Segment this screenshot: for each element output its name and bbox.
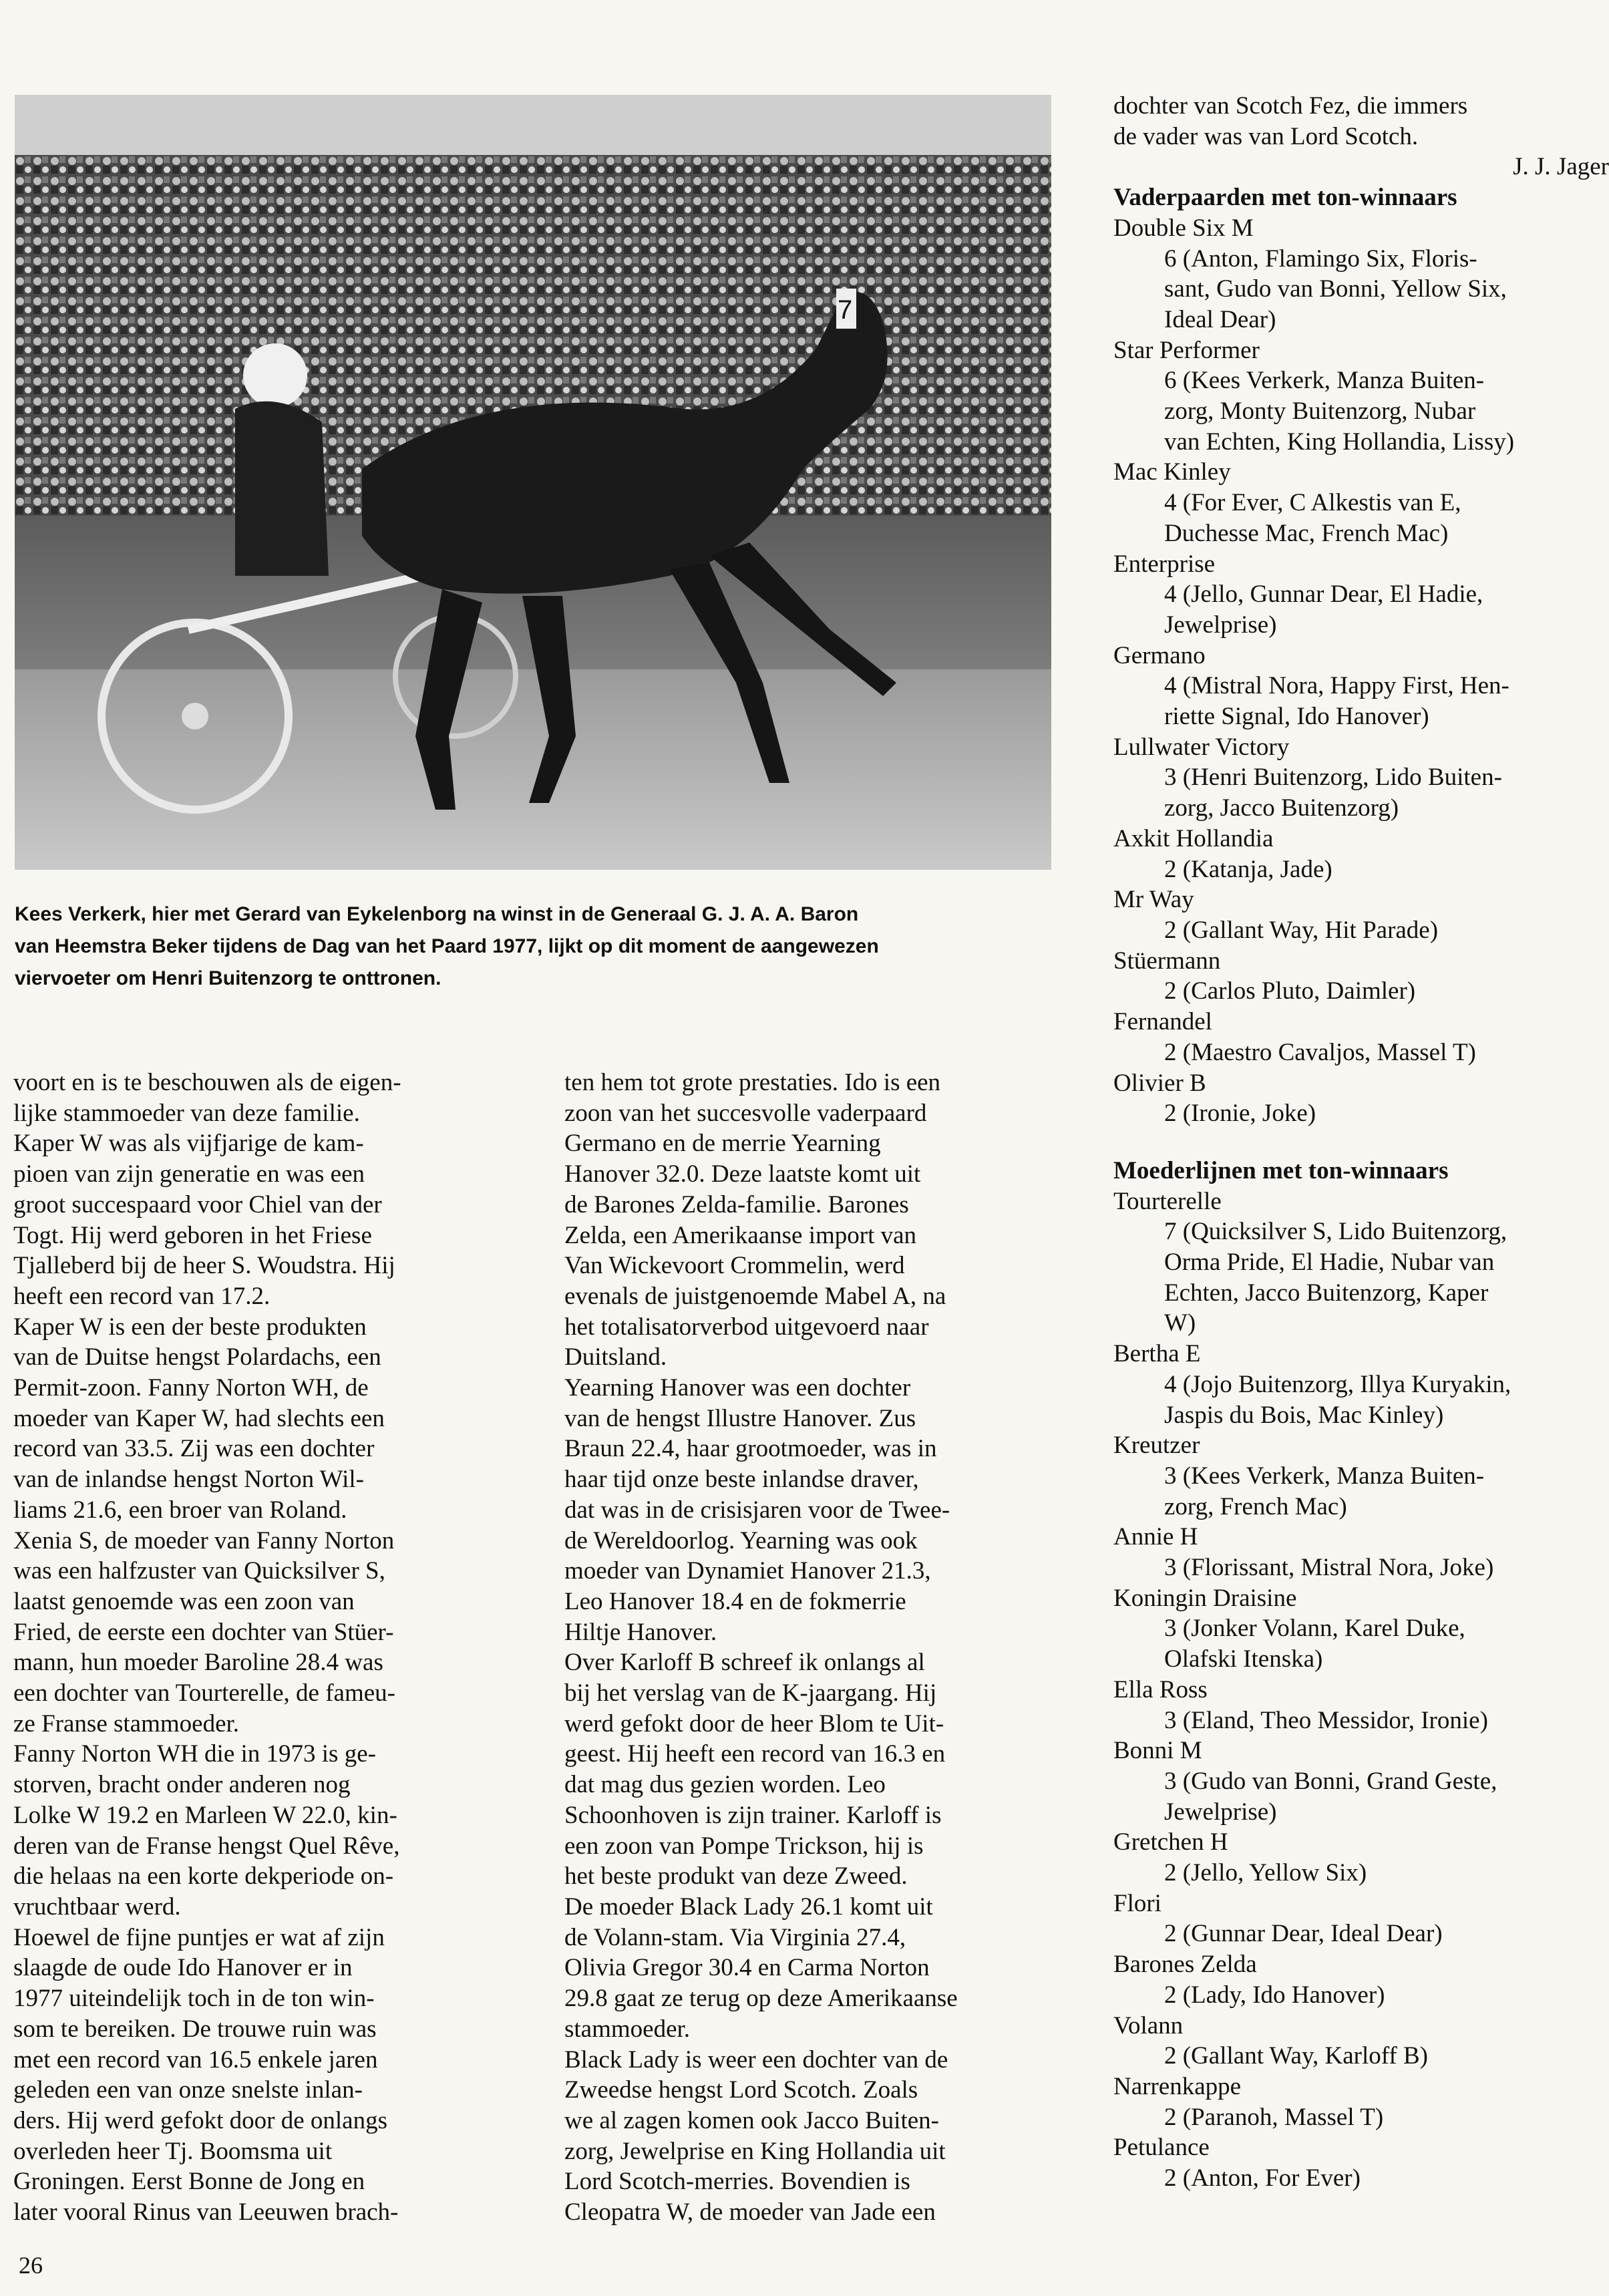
dam-line-detail: 2 (Gunnar Dear, Ideal Dear) xyxy=(1164,1920,1443,1948)
sire-detail: 2 (Gallant Way, Hit Parade) xyxy=(1164,916,1439,944)
sire-name: Olivier B xyxy=(1113,1069,1206,1097)
article-line: storven, bracht onder anderen nog xyxy=(13,1771,351,1799)
dam-line-name: Koningin Draisine xyxy=(1113,1584,1297,1612)
article-line: we al zagen komen ook Jacco Buiten- xyxy=(564,2106,939,2134)
vaderpaarden-heading: Vaderpaarden met ton-winnaars xyxy=(1113,184,1457,212)
sire-name: Mr Way xyxy=(1113,886,1194,914)
sire-name: Axkit Hollandia xyxy=(1113,824,1274,852)
dam-line-detail: Echten, Jacco Buitenzorg, Kaper xyxy=(1164,1279,1489,1307)
article-line: laatst genoemde was een zoon van xyxy=(13,1587,355,1615)
dam-line-name: Petulance xyxy=(1113,2134,1210,2162)
dam-line-name: Bonni M xyxy=(1113,1737,1202,1765)
svg-text:7: 7 xyxy=(838,295,853,325)
article-line: Duitsland. xyxy=(564,1343,667,1371)
article-line: voort en is te beschouwen als de eigen- xyxy=(13,1069,401,1096)
article-line: som te bereiken. De trouwe ruin was xyxy=(13,2015,377,2043)
article-line: Cleopatra W, de moeder van Jade een xyxy=(564,2198,936,2227)
dam-line-name: Gretchen H xyxy=(1113,1828,1228,1856)
dam-line-name: Bertha E xyxy=(1113,1340,1201,1368)
article-line: Black Lady is weer een dochter van de xyxy=(564,2045,948,2074)
article-line: Fried, de eerste een dochter van Stüer- xyxy=(13,1618,394,1646)
article-line: de Barones Zelda-familie. Barones xyxy=(564,1190,909,1218)
dam-line-detail: 3 (Florissant, Mistral Nora, Joke) xyxy=(1164,1554,1494,1582)
intro-line: dochter van Scotch Fez, die immers xyxy=(1113,92,1468,120)
article-line: Zelda, een Amerikaanse import van xyxy=(564,1221,917,1249)
article-line: ze Franse stammoeder. xyxy=(13,1709,240,1738)
article-line: werd gefokt door de heer Blom te Uit- xyxy=(564,1709,944,1738)
article-line: dat mag dus gezien worden. Leo xyxy=(564,1771,886,1799)
dam-line-detail: 4 (Jojo Buitenzorg, Illya Kuryakin, xyxy=(1164,1370,1511,1398)
article-line: deren van de Franse hengst Quel Rêve, xyxy=(13,1832,400,1860)
author-signature: J. J. Jager xyxy=(1513,153,1609,181)
article-line: Hoewel de fijne puntjes er wat af zijn xyxy=(13,1923,385,1951)
article-line: ten hem tot grote prestaties. Ido is een xyxy=(564,1069,941,1096)
dam-line-detail: 3 (Jonker Volann, Karel Duke, xyxy=(1164,1615,1465,1643)
article-line: was een halfzuster van Quicksilver S, xyxy=(13,1557,385,1585)
article-line: Permit-zoon. Fanny Norton WH, de xyxy=(13,1374,369,1402)
article-line: zoon van het succesvolle vaderpaard xyxy=(564,1099,927,1127)
article-line: van de hengst Illustre Hanover. Zus xyxy=(564,1404,916,1432)
sire-detail: 6 (Kees Verkerk, Manza Buiten- xyxy=(1164,367,1485,395)
sire-detail: zorg, Monty Buitenzorg, Nubar xyxy=(1164,397,1476,426)
article-line: van de inlandse hengst Norton Wil- xyxy=(13,1466,364,1494)
article-line: later vooral Rinus van Leeuwen brach- xyxy=(13,2198,399,2227)
dam-line-name: Barones Zelda xyxy=(1113,1951,1257,1979)
article-line: Xenia S, de moeder van Fanny Norton xyxy=(13,1526,395,1554)
sire-detail: riette Signal, Ido Hanover) xyxy=(1164,703,1429,731)
article-line: Togt. Hij werd geboren in het Friese xyxy=(13,1221,372,1249)
article-line: groot succespaard voor Chiel van der xyxy=(13,1190,382,1218)
dam-line-detail: Olafski Itenska) xyxy=(1164,1645,1323,1673)
article-line: een zoon van Pompe Trickson, hij is xyxy=(564,1832,924,1860)
article-line: Lolke W 19.2 en Marleen W 22.0, kin- xyxy=(13,1801,397,1829)
photo-caption xyxy=(15,898,1077,995)
dam-line-name: Annie H xyxy=(1113,1523,1198,1551)
article-line: lijke stammoeder van deze familie. xyxy=(13,1099,360,1127)
sire-detail: 2 (Carlos Pluto, Daimler) xyxy=(1164,977,1416,1005)
dam-line-detail: W) xyxy=(1164,1309,1196,1337)
sire-detail: Jewelprise) xyxy=(1164,611,1277,639)
article-line: stammoeder. xyxy=(564,2015,691,2043)
article-column-2 xyxy=(564,1068,1092,2228)
article-line: de Volann-stam. Via Virginia 27.4, xyxy=(564,1923,906,1951)
article-line: dat was in de crisisjaren voor de Twee- xyxy=(564,1496,950,1524)
sire-detail: sant, Gudo van Bonni, Yellow Six, xyxy=(1164,275,1507,303)
sire-detail: van Echten, King Hollandia, Lissy) xyxy=(1164,428,1515,456)
article-line: slaagde de oude Ido Hanover er in xyxy=(13,1954,353,1982)
article-line: De moeder Black Lady 26.1 komt uit xyxy=(564,1893,933,1921)
sire-name: Enterprise xyxy=(1113,550,1216,578)
dam-line-detail: zorg, French Mac) xyxy=(1164,1492,1347,1520)
article-line: geest. Hij heeft een record van 16.3 en xyxy=(564,1740,946,1768)
race-photo xyxy=(15,95,1051,870)
article-line: Olivia Gregor 30.4 en Carma Norton xyxy=(564,1954,930,1982)
sire-detail: 2 (Maestro Cavaljos, Massel T) xyxy=(1164,1038,1476,1066)
article-line: haar tijd onze beste inlandse draver, xyxy=(564,1466,919,1494)
article-line: Van Wickevoort Crommelin, werd xyxy=(564,1252,905,1280)
article-line: evenals de juistgenoemde Mabel A, na xyxy=(564,1282,946,1310)
dam-line-detail: 2 (Paranoh, Massel T) xyxy=(1164,2103,1384,2131)
article-line: die helaas na een korte dekperiode on- xyxy=(13,1862,394,1891)
caption-line: Kees Verkerk, hier met Gerard van Eykelenborg na winst in de Generaal G. J. A. A. Baron xyxy=(15,903,859,925)
article-line: de Wereldoorlog. Yearning was ook xyxy=(564,1526,918,1554)
dam-line-detail: 7 (Quicksilver S, Lido Buitenzorg, xyxy=(1164,1218,1507,1246)
sire-name: Mac Kinley xyxy=(1113,458,1231,486)
article-line: pioen van zijn generatie en was een xyxy=(13,1160,365,1188)
dam-line-detail: 3 (Eland, Theo Messidor, Ironie) xyxy=(1164,1706,1488,1734)
article-line: 1977 uiteindelijk toch in de ton win- xyxy=(13,1985,375,2013)
article-line: Groningen. Eerst Bonne de Jong en xyxy=(13,2168,365,2196)
article-line: overleden heer Tj. Boomsma uit xyxy=(13,2137,333,2165)
dam-line-name: Narrenkappe xyxy=(1113,2073,1242,2100)
article-line: 29.8 gaat ze terug op deze Amerikaanse xyxy=(564,1985,958,2013)
sire-name: Double Six M xyxy=(1113,214,1254,242)
page-number: 26 xyxy=(19,2252,43,2279)
sire-detail: 2 (Ironie, Joke) xyxy=(1164,1100,1316,1128)
sire-detail: zorg, Jacco Buitenzorg) xyxy=(1164,794,1399,822)
article-line: Leo Hanover 18.4 en de fokmerrie xyxy=(564,1587,906,1615)
dam-line-name: Volann xyxy=(1113,2011,1184,2039)
caption-line: van Heemstra Beker tijdens de Dag van het Paard 1977, lijkt op dit moment de aangewezen xyxy=(15,935,879,957)
article-line: het totalisatorverbod uitgevoerd naar xyxy=(564,1313,929,1341)
article-line: Lord Scotch-merries. Bovendien is xyxy=(564,2168,910,2196)
article-line: mann, hun moeder Baroline 28.4 was xyxy=(13,1649,383,1677)
sire-detail: Ideal Dear) xyxy=(1164,305,1276,333)
dam-line-detail: 3 (Kees Verkerk, Manza Buiten- xyxy=(1164,1462,1485,1490)
dam-line-name: Ella Ross xyxy=(1113,1675,1208,1703)
article-line: geleden een van onze snelste inlan- xyxy=(13,2076,363,2104)
sire-detail: 4 (Mistral Nora, Happy First, Hen- xyxy=(1164,672,1509,700)
intro-line: de vader was van Lord Scotch. xyxy=(1113,122,1419,150)
article-line: Kaper W is een der beste produkten xyxy=(13,1313,367,1341)
sire-name: Lullwater Victory xyxy=(1113,733,1290,761)
sire-name: Stüermann xyxy=(1113,947,1221,975)
dam-line-detail: Jewelprise) xyxy=(1164,1798,1277,1826)
moederlijnen-list xyxy=(1113,1186,1609,2194)
article-line: heeft een record van 17.2. xyxy=(13,1282,271,1310)
sire-detail: 4 (For Ever, C Alkestis van E, xyxy=(1164,489,1461,517)
caption-line: viervoeter om Henri Buitenzorg te onttronen. xyxy=(15,967,441,989)
sire-detail: 6 (Anton, Flamingo Six, Floris- xyxy=(1164,244,1477,273)
sire-detail: Duchesse Mac, French Mac) xyxy=(1164,519,1449,547)
article-line: Schoonhoven is zijn trainer. Karloff is xyxy=(564,1801,942,1829)
article-line: Over Karloff B schreef ik onlangs al xyxy=(564,1649,925,1677)
sire-detail: 2 (Katanja, Jade) xyxy=(1164,855,1332,883)
article-line: van de Duitse hengst Polardachs, een xyxy=(13,1343,381,1371)
article-line: zorg, Jewelprise en King Hollandia uit xyxy=(564,2137,946,2165)
article-line: ders. Hij werd gefokt door de onlangs xyxy=(13,2106,388,2134)
article-line: liams 21.6, een broer van Roland. xyxy=(13,1496,347,1524)
article-line: record van 33.5. Zij was een dochter xyxy=(13,1435,375,1463)
article-line: Kaper W was als vijfjarige de kam- xyxy=(13,1130,364,1158)
article-line: moeder van Dynamiet Hanover 21.3, xyxy=(564,1557,931,1585)
dam-line-name: Kreutzer xyxy=(1113,1432,1200,1460)
sire-name: Germano xyxy=(1113,641,1206,669)
dam-line-detail: Orma Pride, El Hadie, Nubar van xyxy=(1164,1249,1495,1277)
article-line: Braun 22.4, haar grootmoeder, was in xyxy=(564,1435,937,1463)
article-line: Germano en de merrie Yearning xyxy=(564,1130,881,1158)
dam-line-detail: 2 (Lady, Ido Hanover) xyxy=(1164,1981,1385,2009)
dam-line-detail: 2 (Gallant Way, Karloff B) xyxy=(1164,2042,1429,2070)
article-column-3 xyxy=(1113,91,1609,2194)
vaderpaarden-list xyxy=(1113,213,1609,1129)
dam-line-detail: 2 (Jello, Yellow Six) xyxy=(1164,1859,1367,1887)
sire-name: Star Performer xyxy=(1113,336,1260,364)
article-line: Hanover 32.0. Deze laatste komt uit xyxy=(564,1160,921,1188)
article-line: met een record van 16.5 enkele jaren xyxy=(13,2045,378,2074)
moederlijnen-heading: Moederlijnen met ton-winnaars xyxy=(1113,1156,1449,1184)
dam-line-detail: 3 (Gudo van Bonni, Grand Geste, xyxy=(1164,1767,1497,1795)
dam-line-name: Flori xyxy=(1113,1889,1161,1917)
dam-line-detail: Jaspis du Bois, Mac Kinley) xyxy=(1164,1401,1444,1429)
article-line: een dochter van Tourterelle, de fameu- xyxy=(13,1679,396,1707)
dam-line-name: Tourterelle xyxy=(1113,1187,1222,1215)
article-line: Zweedse hengst Lord Scotch. Zoals xyxy=(564,2076,918,2104)
article-line: bij het verslag van de K-jaargang. Hij xyxy=(564,1679,937,1707)
article-column-1 xyxy=(13,1068,528,2228)
article-line: het beste produkt van deze Zweed. xyxy=(564,1862,908,1891)
article-line: Tjalleberd bij de heer S. Woudstra. Hij xyxy=(13,1252,395,1280)
sire-detail: 4 (Jello, Gunnar Dear, El Hadie, xyxy=(1164,581,1483,609)
article-line: Yearning Hanover was een dochter xyxy=(564,1374,911,1402)
sire-name: Fernandel xyxy=(1113,1008,1212,1036)
article-line: Fanny Norton WH die in 1973 is ge- xyxy=(13,1740,376,1768)
dam-line-detail: 2 (Anton, For Ever) xyxy=(1164,2164,1361,2192)
article-line: vruchtbaar werd. xyxy=(13,1893,181,1921)
article-line: moeder van Kaper W, had slechts een xyxy=(13,1404,385,1432)
article-line: Hiltje Hanover. xyxy=(564,1618,717,1646)
sire-detail: 3 (Henri Buitenzorg, Lido Buiten- xyxy=(1164,764,1502,792)
